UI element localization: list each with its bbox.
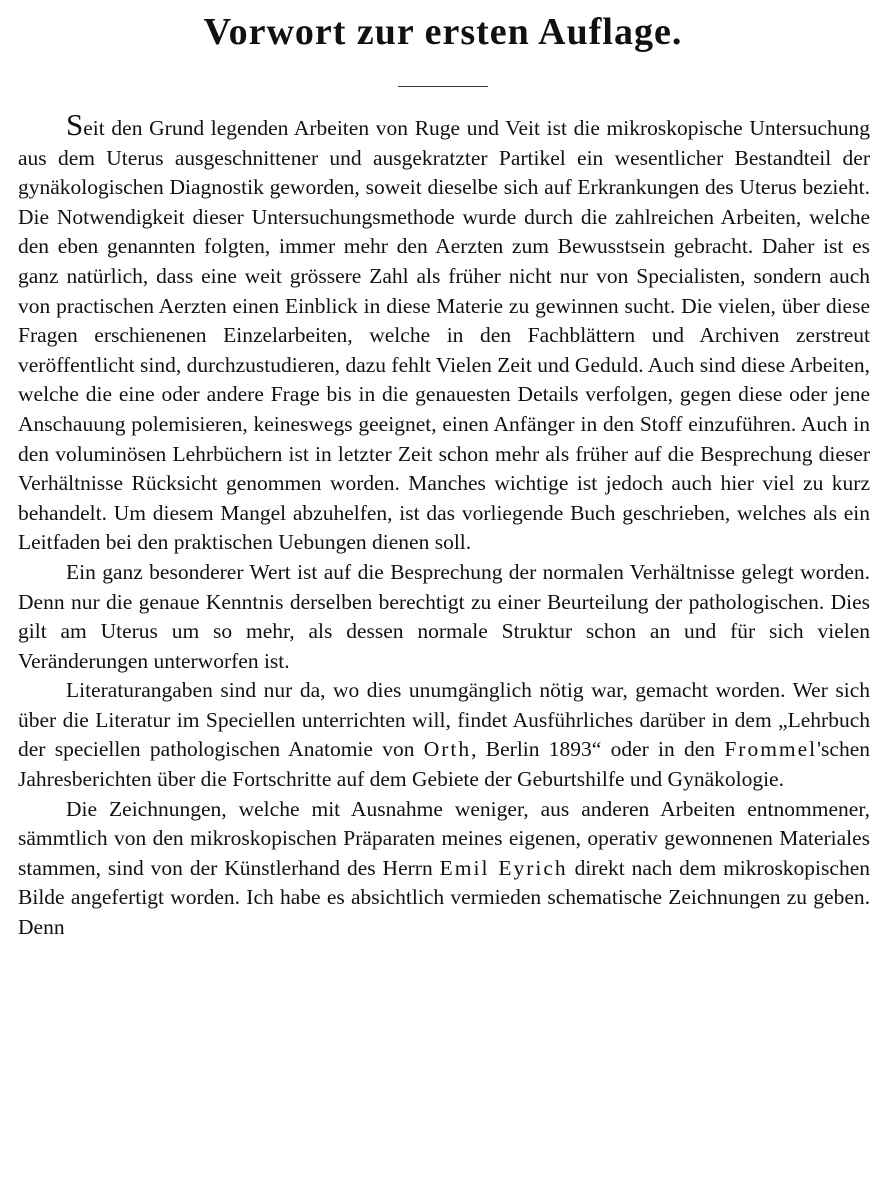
illustrator-name: Emil Eyrich bbox=[439, 855, 568, 880]
paragraph-4-text-end: direkt nach dem mikroskopischen Bilde angefertigt worden. Ich habe es absichtlich vermieden schematische Zeichnungen zu geben. Denn bbox=[18, 855, 870, 940]
paragraph-3 bbox=[18, 676, 870, 794]
author-name-frommel: Frommel bbox=[724, 737, 818, 762]
page-title: Vorwort zur ersten Auflage. bbox=[203, 11, 683, 53]
paragraph-1 bbox=[18, 107, 870, 558]
paragraph-3-text-start: Literaturangaben sind nur da, wo dies unumgänglich nötig war, gemacht worden. Wer sich über die Literatur im Speciellen unterrichten will, findet Ausführliches darüber in dem „Lehrbuch der speciellen pathologischen Anatomie von bbox=[18, 678, 870, 762]
paragraph-3-text-end: 'schen Jahresberichten über die Fortschritte auf dem Gebiete der Geburtshilfe und Gynäkologie. bbox=[18, 737, 870, 792]
paragraph-2-text: Ein ganz besonderer Wert ist auf die Besprechung der normalen Verhältnisse gelegt worden. Denn nur die genaue Kenntnis derselben berechtigt zu einer Beurteilung der pathologischen. Dies gilt am Uterus um so mehr, als dessen normale Struktur schon an und für sich vielen Veränderungen unterworfen ist. bbox=[18, 559, 870, 673]
paragraph-1-text: eit den Grund legenden Arbeiten von Ruge und Veit ist die mikroskopische Untersuchung aus dem Uterus ausgeschnittener und ausgekratzter Partikel ein wesentlicher Bestandteil der gynäkologischen Diagnostik geworden, soweit dieselbe sich auf Erkrankungen des Uterus bezieht. Die Notwendigkeit dieser Untersuchungsmethode wurde durch die zahlreichen Arbeiten, welche den eben genannten folgten, immer mehr den Aerzten zum Bewusstsein gebracht. Daher ist es ganz natürlich, dass eine weit grössere Zahl als früher nicht nur von Specialisten, sondern auch von practischen Aerzten einen Einblick in diese Materie zu gewinnen sucht. Die vielen, über diese Fragen erschienenen Einzelarbeiten, welche in den Fachblättern und Archiven zerstreut veröffentlicht sind, durchzustudieren, dazu fehlt Vielen Zeit und Geduld. Auch sind diese Arbeiten, welche die eine oder andere Frage bis in die genauesten Details verfolgen, gegen diese oder jene Anschauung polemisieren, keineswegs geeignet, einen Anfänger in den Stoff einzuführen. Auch in den voluminösen Lehrbüchern ist in letzter Zeit schon mehr als früher auf die Besprechung dieser Verhältnisse Rücksicht genommen worden. Manches wichtige ist jedoch auch hier viel zu kurz behandelt. Um diesem Mangel abzuhelfen, ist das vorliegende Buch geschrieben, welches als ein Leitfaden bei den praktischen Uebungen dienen soll. bbox=[18, 116, 870, 555]
paragraph-4 bbox=[18, 795, 870, 943]
paragraph-2 bbox=[18, 558, 870, 676]
title-divider bbox=[398, 86, 488, 87]
paragraph-3-text-middle: , Berlin 1893“ oder in den bbox=[471, 737, 725, 762]
body-text bbox=[18, 107, 870, 943]
author-name-orth: Orth bbox=[423, 737, 472, 762]
drop-initial: S bbox=[66, 107, 84, 142]
paragraph-4-text-start: Die Zeichnungen, welche mit Ausnahme weniger, aus anderen Arbeiten entnommener, sämmtlich von den mikroskopischen Präparaten meines eigenen, operativ gewonnenen Materiales stammen, sind von der Künstlerhand des Herrn bbox=[18, 796, 870, 880]
